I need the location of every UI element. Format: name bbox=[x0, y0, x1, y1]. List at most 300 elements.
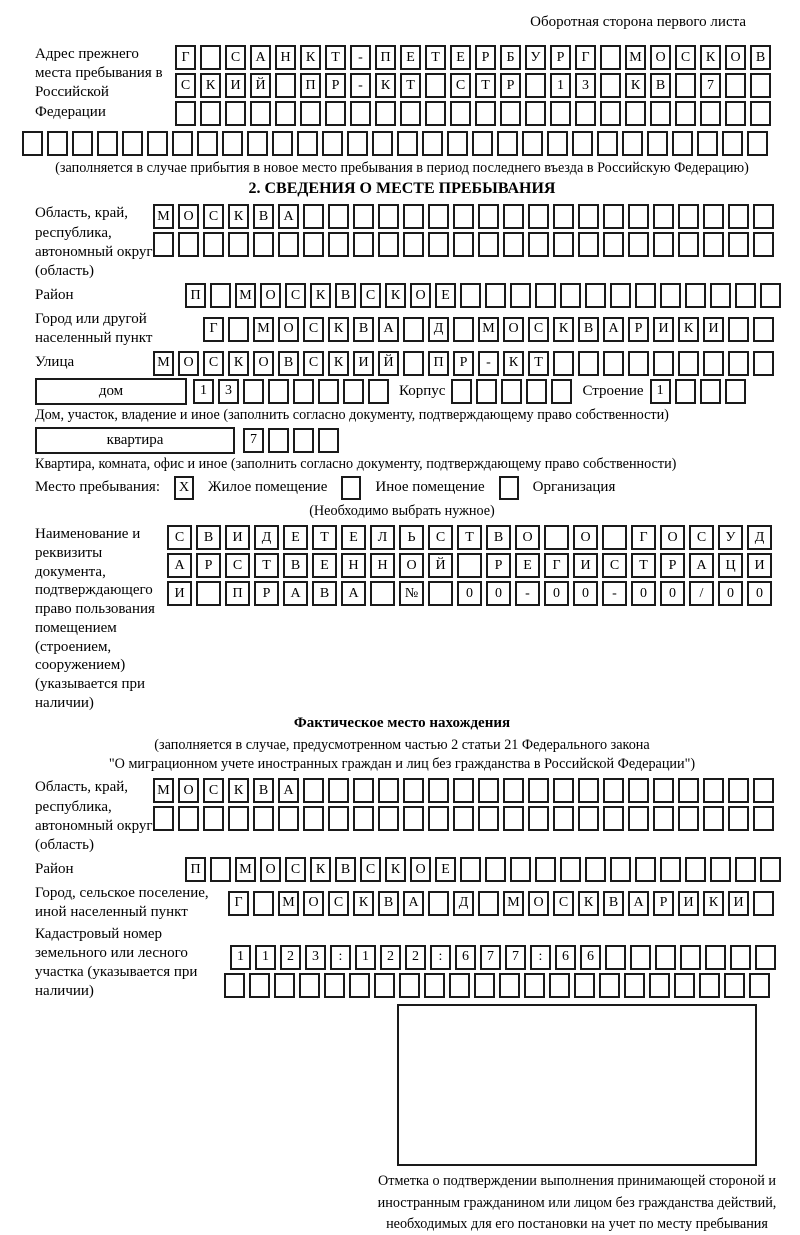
char-box[interactable]: 2 bbox=[380, 945, 401, 970]
char-box[interactable]: С bbox=[203, 204, 224, 229]
char-box[interactable] bbox=[457, 553, 482, 578]
char-box[interactable]: 0 bbox=[718, 581, 743, 606]
char-box[interactable] bbox=[603, 806, 624, 831]
char-box[interactable]: 1 bbox=[355, 945, 376, 970]
char-box[interactable]: С bbox=[450, 73, 471, 98]
char-box[interactable]: О bbox=[528, 891, 549, 916]
char-box[interactable] bbox=[753, 806, 774, 831]
char-box[interactable] bbox=[753, 204, 774, 229]
char-box[interactable] bbox=[628, 351, 649, 376]
char-box[interactable]: С bbox=[303, 317, 324, 342]
char-box[interactable]: С bbox=[675, 45, 696, 70]
char-box[interactable]: С bbox=[175, 73, 196, 98]
char-box[interactable] bbox=[328, 232, 349, 257]
char-box[interactable] bbox=[703, 806, 724, 831]
char-box[interactable]: - bbox=[478, 351, 499, 376]
char-box[interactable]: М bbox=[153, 778, 174, 803]
char-box[interactable] bbox=[449, 973, 470, 998]
char-box[interactable] bbox=[760, 857, 781, 882]
char-box[interactable] bbox=[210, 857, 231, 882]
char-box[interactable]: М bbox=[153, 204, 174, 229]
char-box[interactable]: М bbox=[253, 317, 274, 342]
char-box[interactable] bbox=[753, 317, 774, 342]
char-box[interactable] bbox=[453, 232, 474, 257]
char-box[interactable] bbox=[753, 351, 774, 376]
char-box[interactable] bbox=[635, 857, 656, 882]
char-box[interactable] bbox=[675, 73, 696, 98]
char-box[interactable] bbox=[222, 131, 243, 156]
char-box[interactable] bbox=[478, 232, 499, 257]
char-box[interactable] bbox=[549, 973, 570, 998]
char-box[interactable]: А bbox=[689, 553, 714, 578]
char-box[interactable] bbox=[630, 945, 651, 970]
char-box[interactable] bbox=[550, 101, 571, 126]
char-box[interactable] bbox=[678, 778, 699, 803]
char-box[interactable] bbox=[353, 204, 374, 229]
char-box[interactable] bbox=[428, 232, 449, 257]
char-box[interactable] bbox=[725, 379, 746, 404]
char-box[interactable] bbox=[397, 131, 418, 156]
char-box[interactable] bbox=[728, 778, 749, 803]
char-box[interactable] bbox=[653, 232, 674, 257]
char-box[interactable]: К bbox=[353, 891, 374, 916]
char-box[interactable] bbox=[253, 232, 274, 257]
char-box[interactable] bbox=[525, 73, 546, 98]
char-box[interactable] bbox=[278, 806, 299, 831]
char-box[interactable] bbox=[660, 857, 681, 882]
char-box[interactable] bbox=[378, 778, 399, 803]
char-box[interactable] bbox=[303, 778, 324, 803]
char-box[interactable]: К bbox=[310, 283, 331, 308]
char-box[interactable] bbox=[353, 232, 374, 257]
char-box[interactable]: А bbox=[283, 581, 308, 606]
char-box[interactable] bbox=[735, 283, 756, 308]
char-box[interactable] bbox=[753, 232, 774, 257]
char-box[interactable] bbox=[747, 131, 768, 156]
char-box[interactable]: Т bbox=[528, 351, 549, 376]
char-box[interactable] bbox=[200, 45, 221, 70]
char-box[interactable] bbox=[268, 428, 289, 453]
char-box[interactable]: О bbox=[178, 204, 199, 229]
char-box[interactable]: Е bbox=[450, 45, 471, 70]
char-box[interactable] bbox=[600, 45, 621, 70]
char-box[interactable] bbox=[624, 973, 645, 998]
char-box[interactable] bbox=[297, 131, 318, 156]
char-box[interactable]: А bbox=[278, 778, 299, 803]
char-box[interactable] bbox=[700, 379, 721, 404]
char-box[interactable] bbox=[500, 101, 521, 126]
char-box[interactable]: Р bbox=[325, 73, 346, 98]
char-box[interactable] bbox=[303, 232, 324, 257]
char-box[interactable]: В bbox=[750, 45, 771, 70]
char-box[interactable]: Г bbox=[631, 525, 656, 550]
char-box[interactable]: В bbox=[486, 525, 511, 550]
char-box[interactable] bbox=[228, 232, 249, 257]
char-box[interactable]: С bbox=[167, 525, 192, 550]
char-box[interactable] bbox=[575, 101, 596, 126]
char-box[interactable] bbox=[528, 232, 549, 257]
char-box[interactable] bbox=[622, 131, 643, 156]
char-box[interactable]: Й bbox=[428, 553, 453, 578]
char-box[interactable] bbox=[353, 778, 374, 803]
char-box[interactable] bbox=[525, 101, 546, 126]
char-box[interactable] bbox=[247, 131, 268, 156]
char-box[interactable]: К bbox=[385, 857, 406, 882]
char-box[interactable]: Е bbox=[515, 553, 540, 578]
char-box[interactable]: С bbox=[225, 553, 250, 578]
char-box[interactable] bbox=[578, 351, 599, 376]
char-box[interactable] bbox=[710, 857, 731, 882]
char-box[interactable] bbox=[97, 131, 118, 156]
char-box[interactable] bbox=[728, 317, 749, 342]
char-box[interactable] bbox=[628, 232, 649, 257]
char-box[interactable] bbox=[728, 351, 749, 376]
char-box[interactable]: М bbox=[625, 45, 646, 70]
char-box[interactable]: Н bbox=[370, 553, 395, 578]
char-box[interactable]: Й bbox=[250, 73, 271, 98]
char-box[interactable]: С bbox=[328, 891, 349, 916]
char-box[interactable]: У bbox=[718, 525, 743, 550]
char-box[interactable] bbox=[760, 283, 781, 308]
char-box[interactable] bbox=[175, 101, 196, 126]
char-box[interactable] bbox=[724, 973, 745, 998]
char-box[interactable] bbox=[72, 131, 93, 156]
char-box[interactable]: К bbox=[578, 891, 599, 916]
char-box[interactable]: Е bbox=[400, 45, 421, 70]
char-box[interactable] bbox=[603, 204, 624, 229]
char-box[interactable] bbox=[403, 806, 424, 831]
char-box[interactable] bbox=[503, 204, 524, 229]
char-box[interactable]: Т bbox=[254, 553, 279, 578]
char-box[interactable] bbox=[649, 973, 670, 998]
char-box[interactable]: 1 bbox=[550, 73, 571, 98]
char-box[interactable] bbox=[585, 283, 606, 308]
char-box[interactable] bbox=[553, 204, 574, 229]
char-box[interactable] bbox=[243, 379, 264, 404]
char-box[interactable]: О bbox=[515, 525, 540, 550]
char-box[interactable] bbox=[699, 973, 720, 998]
char-box[interactable] bbox=[503, 778, 524, 803]
char-box[interactable]: О bbox=[178, 778, 199, 803]
char-box[interactable]: К bbox=[228, 351, 249, 376]
char-box[interactable]: С bbox=[528, 317, 549, 342]
char-box[interactable]: К bbox=[228, 778, 249, 803]
char-box[interactable]: К bbox=[700, 45, 721, 70]
char-box[interactable]: П bbox=[375, 45, 396, 70]
char-box[interactable]: А bbox=[278, 204, 299, 229]
char-box[interactable]: К bbox=[375, 73, 396, 98]
char-box[interactable] bbox=[547, 131, 568, 156]
char-box[interactable]: С bbox=[285, 283, 306, 308]
char-box[interactable] bbox=[605, 945, 626, 970]
char-box[interactable]: А bbox=[341, 581, 366, 606]
char-box[interactable] bbox=[572, 131, 593, 156]
char-box[interactable] bbox=[403, 204, 424, 229]
char-box[interactable]: Е bbox=[435, 283, 456, 308]
char-box[interactable]: С bbox=[553, 891, 574, 916]
char-box[interactable]: 6 bbox=[455, 945, 476, 970]
char-box[interactable] bbox=[425, 101, 446, 126]
char-box[interactable] bbox=[476, 379, 497, 404]
char-box[interactable]: О bbox=[660, 525, 685, 550]
checkbox-other-premises[interactable] bbox=[341, 476, 361, 500]
char-box[interactable]: А bbox=[403, 891, 424, 916]
char-box[interactable] bbox=[275, 73, 296, 98]
char-box[interactable] bbox=[318, 379, 339, 404]
char-box[interactable]: Т bbox=[312, 525, 337, 550]
char-box[interactable]: С bbox=[303, 351, 324, 376]
char-box[interactable]: Г bbox=[228, 891, 249, 916]
char-box[interactable] bbox=[350, 101, 371, 126]
char-box[interactable]: П bbox=[185, 283, 206, 308]
char-box[interactable]: / bbox=[689, 581, 714, 606]
char-box[interactable]: А bbox=[250, 45, 271, 70]
char-box[interactable]: С bbox=[602, 553, 627, 578]
char-box[interactable]: Р bbox=[486, 553, 511, 578]
char-box[interactable] bbox=[697, 131, 718, 156]
char-box[interactable]: М bbox=[235, 283, 256, 308]
char-box[interactable]: Р bbox=[653, 891, 674, 916]
char-box[interactable]: О bbox=[253, 351, 274, 376]
char-box[interactable] bbox=[750, 73, 771, 98]
char-box[interactable] bbox=[197, 131, 218, 156]
char-box[interactable] bbox=[597, 131, 618, 156]
char-box[interactable] bbox=[560, 857, 581, 882]
char-box[interactable] bbox=[535, 857, 556, 882]
char-box[interactable]: Е bbox=[435, 857, 456, 882]
char-box[interactable] bbox=[710, 283, 731, 308]
char-box[interactable]: Р bbox=[660, 553, 685, 578]
char-box[interactable]: : bbox=[330, 945, 351, 970]
char-box[interactable]: В bbox=[253, 204, 274, 229]
char-box[interactable] bbox=[428, 581, 453, 606]
char-box[interactable]: В bbox=[335, 857, 356, 882]
char-box[interactable]: И bbox=[728, 891, 749, 916]
char-box[interactable] bbox=[472, 131, 493, 156]
char-box[interactable]: К bbox=[703, 891, 724, 916]
char-box[interactable] bbox=[478, 778, 499, 803]
char-box[interactable]: - bbox=[350, 45, 371, 70]
char-box[interactable]: И bbox=[678, 891, 699, 916]
char-box[interactable]: В bbox=[353, 317, 374, 342]
char-box[interactable]: К bbox=[310, 857, 331, 882]
char-box[interactable] bbox=[655, 945, 676, 970]
char-box[interactable] bbox=[451, 379, 472, 404]
char-box[interactable] bbox=[422, 131, 443, 156]
char-box[interactable]: О bbox=[178, 351, 199, 376]
char-box[interactable] bbox=[653, 778, 674, 803]
char-box[interactable]: 7 bbox=[505, 945, 526, 970]
char-box[interactable] bbox=[318, 428, 339, 453]
char-box[interactable]: Н bbox=[275, 45, 296, 70]
char-box[interactable] bbox=[653, 204, 674, 229]
char-box[interactable] bbox=[674, 973, 695, 998]
char-box[interactable] bbox=[678, 204, 699, 229]
char-box[interactable] bbox=[685, 283, 706, 308]
char-box[interactable] bbox=[730, 945, 751, 970]
char-box[interactable]: О bbox=[503, 317, 524, 342]
char-box[interactable] bbox=[650, 101, 671, 126]
char-box[interactable]: П bbox=[300, 73, 321, 98]
char-box[interactable] bbox=[551, 379, 572, 404]
char-box[interactable]: Е bbox=[283, 525, 308, 550]
char-box[interactable] bbox=[203, 232, 224, 257]
char-box[interactable] bbox=[378, 204, 399, 229]
char-box[interactable]: В bbox=[283, 553, 308, 578]
char-box[interactable]: Т bbox=[400, 73, 421, 98]
char-box[interactable]: С bbox=[203, 351, 224, 376]
char-box[interactable]: № bbox=[399, 581, 424, 606]
char-box[interactable]: О bbox=[278, 317, 299, 342]
char-box[interactable] bbox=[675, 101, 696, 126]
char-box[interactable] bbox=[353, 806, 374, 831]
char-box[interactable]: К bbox=[328, 351, 349, 376]
char-box[interactable] bbox=[428, 778, 449, 803]
char-box[interactable]: 0 bbox=[573, 581, 598, 606]
char-box[interactable] bbox=[300, 101, 321, 126]
char-box[interactable]: О bbox=[650, 45, 671, 70]
char-box[interactable]: К bbox=[553, 317, 574, 342]
char-box[interactable] bbox=[678, 806, 699, 831]
char-box[interactable] bbox=[528, 806, 549, 831]
char-box[interactable] bbox=[303, 806, 324, 831]
char-box[interactable] bbox=[370, 581, 395, 606]
char-box[interactable] bbox=[524, 973, 545, 998]
char-box[interactable]: И bbox=[703, 317, 724, 342]
char-box[interactable]: Д bbox=[453, 891, 474, 916]
char-box[interactable]: 3 bbox=[575, 73, 596, 98]
char-box[interactable] bbox=[647, 131, 668, 156]
char-box[interactable]: К bbox=[625, 73, 646, 98]
char-box[interactable]: О bbox=[260, 283, 281, 308]
char-box[interactable]: С bbox=[285, 857, 306, 882]
char-box[interactable]: Р bbox=[628, 317, 649, 342]
char-box[interactable]: Р bbox=[254, 581, 279, 606]
char-box[interactable]: Р bbox=[550, 45, 571, 70]
char-box[interactable]: М bbox=[235, 857, 256, 882]
char-box[interactable] bbox=[372, 131, 393, 156]
char-box[interactable]: Т bbox=[475, 73, 496, 98]
char-box[interactable]: Г bbox=[544, 553, 569, 578]
char-box[interactable]: П bbox=[225, 581, 250, 606]
char-box[interactable]: Д bbox=[747, 525, 772, 550]
char-box[interactable]: В bbox=[312, 581, 337, 606]
char-box[interactable] bbox=[602, 525, 627, 550]
char-box[interactable] bbox=[510, 857, 531, 882]
char-box[interactable]: Г bbox=[575, 45, 596, 70]
char-box[interactable] bbox=[272, 131, 293, 156]
char-box[interactable]: 2 bbox=[280, 945, 301, 970]
char-box[interactable]: 3 bbox=[305, 945, 326, 970]
char-box[interactable]: Р bbox=[453, 351, 474, 376]
char-box[interactable] bbox=[725, 101, 746, 126]
char-box[interactable]: В bbox=[335, 283, 356, 308]
char-box[interactable] bbox=[603, 778, 624, 803]
char-box[interactable] bbox=[293, 379, 314, 404]
char-box[interactable]: 0 bbox=[747, 581, 772, 606]
char-box[interactable]: К bbox=[503, 351, 524, 376]
char-box[interactable] bbox=[349, 973, 370, 998]
char-box[interactable] bbox=[172, 131, 193, 156]
char-box[interactable] bbox=[428, 806, 449, 831]
char-box[interactable] bbox=[328, 806, 349, 831]
char-box[interactable] bbox=[501, 379, 522, 404]
char-box[interactable] bbox=[453, 317, 474, 342]
char-box[interactable]: - bbox=[350, 73, 371, 98]
char-box[interactable]: К bbox=[328, 317, 349, 342]
char-box[interactable]: 0 bbox=[544, 581, 569, 606]
char-box[interactable] bbox=[478, 806, 499, 831]
char-box[interactable]: А bbox=[603, 317, 624, 342]
char-box[interactable] bbox=[322, 131, 343, 156]
char-box[interactable]: 0 bbox=[631, 581, 656, 606]
char-box[interactable] bbox=[753, 891, 774, 916]
char-box[interactable] bbox=[203, 806, 224, 831]
char-box[interactable]: Г bbox=[175, 45, 196, 70]
char-box[interactable] bbox=[603, 351, 624, 376]
char-box[interactable] bbox=[728, 806, 749, 831]
char-box[interactable]: 7 bbox=[480, 945, 501, 970]
char-box[interactable] bbox=[122, 131, 143, 156]
char-box[interactable]: В bbox=[278, 351, 299, 376]
char-box[interactable]: Т bbox=[425, 45, 446, 70]
char-box[interactable]: О bbox=[573, 525, 598, 550]
char-box[interactable]: А bbox=[167, 553, 192, 578]
char-box[interactable] bbox=[553, 806, 574, 831]
char-box[interactable] bbox=[610, 283, 631, 308]
char-box[interactable]: - bbox=[515, 581, 540, 606]
char-box[interactable]: К bbox=[200, 73, 221, 98]
char-box[interactable] bbox=[653, 806, 674, 831]
char-box[interactable]: Ц bbox=[718, 553, 743, 578]
char-box[interactable] bbox=[535, 283, 556, 308]
char-box[interactable] bbox=[574, 973, 595, 998]
char-box[interactable] bbox=[722, 131, 743, 156]
char-box[interactable]: С bbox=[203, 778, 224, 803]
char-box[interactable]: 0 bbox=[660, 581, 685, 606]
char-box[interactable] bbox=[400, 101, 421, 126]
char-box[interactable]: И bbox=[653, 317, 674, 342]
char-box[interactable]: Н bbox=[341, 553, 366, 578]
char-box[interactable] bbox=[228, 806, 249, 831]
char-box[interactable] bbox=[460, 857, 481, 882]
char-box[interactable]: Р bbox=[500, 73, 521, 98]
char-box[interactable]: И bbox=[225, 73, 246, 98]
char-box[interactable]: 6 bbox=[555, 945, 576, 970]
char-box[interactable] bbox=[526, 379, 547, 404]
char-box[interactable] bbox=[47, 131, 68, 156]
char-box[interactable] bbox=[578, 204, 599, 229]
char-box[interactable] bbox=[553, 778, 574, 803]
char-box[interactable]: Й bbox=[378, 351, 399, 376]
char-box[interactable] bbox=[478, 891, 499, 916]
char-box[interactable] bbox=[474, 973, 495, 998]
char-box[interactable] bbox=[628, 806, 649, 831]
char-box[interactable] bbox=[453, 778, 474, 803]
char-box[interactable] bbox=[499, 973, 520, 998]
char-box[interactable] bbox=[453, 204, 474, 229]
char-box[interactable] bbox=[347, 131, 368, 156]
char-box[interactable] bbox=[578, 778, 599, 803]
char-box[interactable]: 6 bbox=[580, 945, 601, 970]
char-box[interactable]: Л bbox=[370, 525, 395, 550]
char-box[interactable]: 7 bbox=[700, 73, 721, 98]
char-box[interactable] bbox=[403, 317, 424, 342]
char-box[interactable] bbox=[680, 945, 701, 970]
char-box[interactable] bbox=[503, 232, 524, 257]
char-box[interactable] bbox=[750, 101, 771, 126]
char-box[interactable]: П bbox=[185, 857, 206, 882]
